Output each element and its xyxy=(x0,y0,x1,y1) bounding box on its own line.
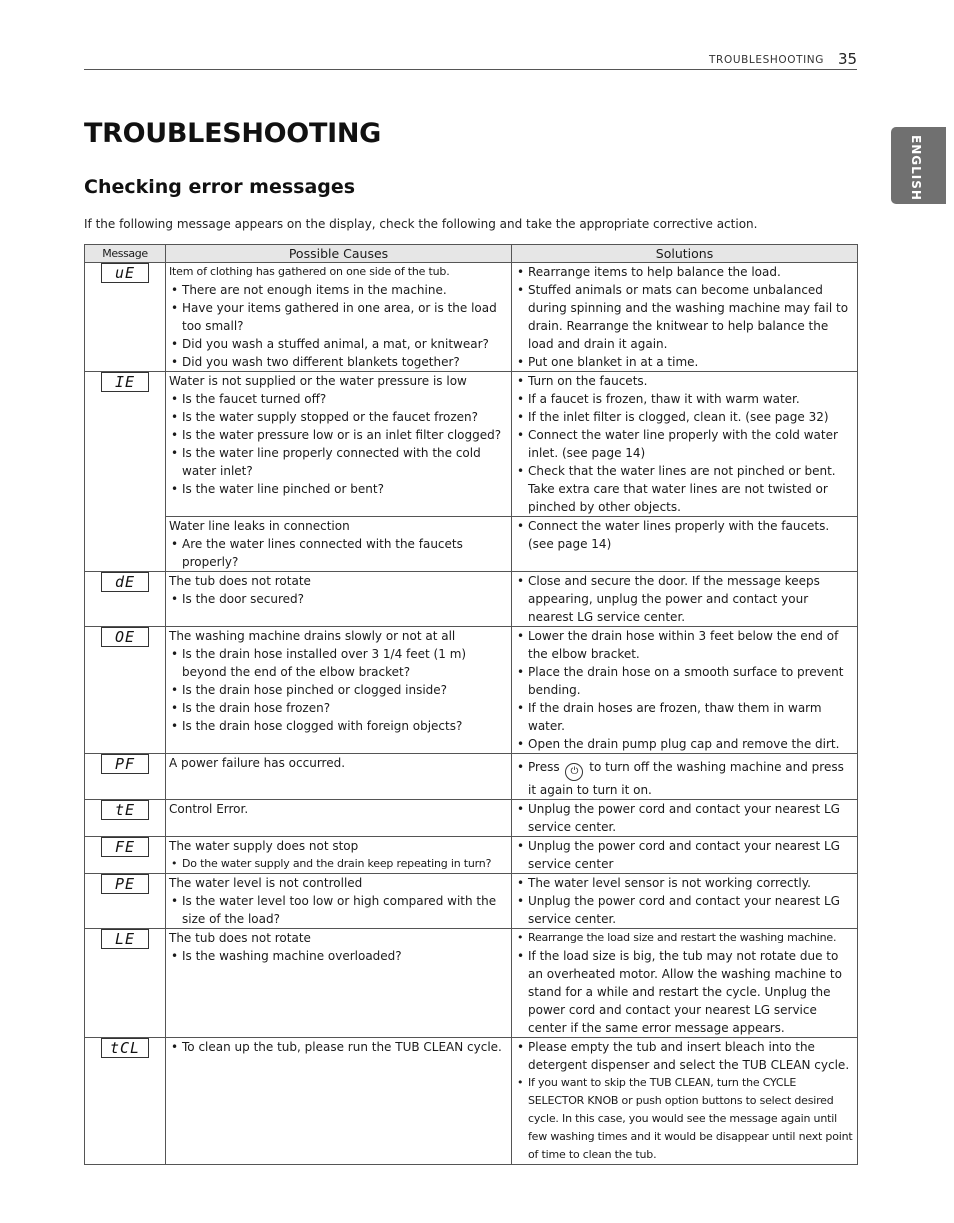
cause-item: • Do the water supply and the drain keep repeating in turn? xyxy=(169,855,508,873)
table-row xyxy=(85,837,858,874)
solution-cell xyxy=(512,929,858,1038)
solution-list xyxy=(515,372,854,516)
language-tab-label: ENGLISH xyxy=(909,135,923,201)
solution-list xyxy=(515,263,854,371)
solution-item: • Unplug the power cord and contact your nearest LG service center. xyxy=(515,800,854,836)
solution-item: • If a faucet is frozen, thaw it with warm water. xyxy=(515,390,854,408)
solution-item: • Unplug the power cord and contact your nearest LG service center xyxy=(515,837,854,873)
solution-list xyxy=(515,572,854,626)
cause-item: • There are not enough items in the machine. xyxy=(169,281,508,299)
cause-list xyxy=(169,535,508,571)
cause-heading: Item of clothing has gathered on one side of the tub. xyxy=(169,265,450,278)
solution-cell xyxy=(512,517,858,572)
column-header-solutions: Solutions xyxy=(512,245,858,263)
cause-item: • Is the drain hose pinched or clogged inside? xyxy=(169,681,508,699)
cause-item: • Is the water supply stopped or the faucet frozen? xyxy=(169,408,508,426)
error-code-cell xyxy=(85,372,166,572)
cause-list xyxy=(169,855,508,873)
solution-item: • Please empty the tub and insert bleach into the detergent dispenser and select the TUB CLEAN cycle. xyxy=(515,1038,854,1074)
solution-cell xyxy=(512,800,858,837)
solution-item: • Connect the water line properly with the cold water inlet. (see page 14) xyxy=(515,426,854,462)
solution-list xyxy=(515,517,854,553)
lcd-code: LE xyxy=(101,929,149,949)
power-icon: ⏻ xyxy=(565,763,583,781)
cause-list xyxy=(169,1038,508,1056)
error-code-cell xyxy=(85,627,166,754)
solution-cell xyxy=(512,754,858,800)
table-row xyxy=(85,627,858,754)
error-code-cell xyxy=(85,572,166,627)
cause-item: • Is the water line properly connected with the cold water inlet? xyxy=(169,444,508,480)
solution-item: • Connect the water lines properly with the faucets. (see page 14) xyxy=(515,517,854,553)
cause-heading: The tub does not rotate xyxy=(169,931,311,945)
intro-text: If the following message appears on the display, check the following and take the appropriate corrective action. xyxy=(84,217,758,231)
lcd-code: uE xyxy=(101,263,149,283)
solution-item: • Unplug the power cord and contact your nearest LG service center. xyxy=(515,892,854,928)
cause-cell xyxy=(166,874,512,929)
cause-item: • Is the water level too low or high compared with the size of the load? xyxy=(169,892,508,928)
error-code-cell xyxy=(85,754,166,800)
error-code-cell xyxy=(85,929,166,1038)
cause-list xyxy=(169,947,508,965)
cause-list xyxy=(169,645,508,735)
table-row xyxy=(85,263,858,372)
cause-item: • Is the drain hose frozen? xyxy=(169,699,508,717)
page-title: TROUBLESHOOTING xyxy=(84,118,381,149)
solution-list xyxy=(515,627,854,753)
error-code-cell xyxy=(85,837,166,874)
solution-item: • If the load size is big, the tub may not rotate due to an overheated motor. Allow the washing machine to stand for a while and restart the cycle. Unplug the power cord and contact your nearest LG service center if the same error message appears. xyxy=(515,947,854,1037)
solution-list xyxy=(515,800,854,836)
solution-item: • The water level sensor is not working correctly. xyxy=(515,874,854,892)
table-row xyxy=(85,929,858,1038)
cause-item: • Is the drain hose clogged with foreign objects? xyxy=(169,717,508,735)
error-code-cell xyxy=(85,263,166,372)
table-row xyxy=(85,1038,858,1165)
cause-heading: Control Error. xyxy=(169,802,249,816)
lcd-code: dE xyxy=(101,572,149,592)
cause-list xyxy=(169,390,508,498)
cause-cell xyxy=(166,837,512,874)
solution-cell xyxy=(512,627,858,754)
table-row xyxy=(85,572,858,627)
solution-item: • If you want to skip the TUB CLEAN, turn the CYCLE SELECTOR KNOB or push option buttons to select desired cycle. In this case, you would see the message again until few washing times and it would be disappear until next point of time to clean the tub. xyxy=(515,1074,854,1164)
cause-item: • Is the drain hose installed over 3 1/4 feet (1 m) beyond the end of the elbow bracket? xyxy=(169,645,508,681)
language-tab xyxy=(891,127,946,204)
cause-list xyxy=(169,281,508,371)
solution-cell xyxy=(512,572,858,627)
solution-item: • If the inlet filter is clogged, clean it. (see page 32) xyxy=(515,408,854,426)
page-number: 35 xyxy=(838,50,858,68)
solution-item: • Rearrange items to help balance the load. xyxy=(515,263,854,281)
cause-cell xyxy=(166,1038,512,1165)
error-table xyxy=(84,244,858,1165)
solution-item: • Lower the drain hose within 3 feet below the end of the elbow bracket. xyxy=(515,627,854,663)
cause-item: • Are the water lines connected with the faucets properly? xyxy=(169,535,508,571)
error-code-cell xyxy=(85,874,166,929)
cause-cell xyxy=(166,929,512,1038)
solution-item: • If the drain hoses are frozen, thaw them in warm water. xyxy=(515,699,854,735)
cause-list xyxy=(169,590,508,608)
table-row xyxy=(85,874,858,929)
header-divider xyxy=(84,69,857,70)
solution-cell xyxy=(512,874,858,929)
cause-item: • Have your items gathered in one area, or is the load too small? xyxy=(169,299,508,335)
solution-list xyxy=(515,758,854,799)
table-row xyxy=(85,800,858,837)
cause-heading: The washing machine drains slowly or not at all xyxy=(169,629,456,643)
cause-cell xyxy=(166,800,512,837)
table-row xyxy=(85,754,858,800)
solution-item: • Rearrange the load size and restart the washing machine. xyxy=(515,929,854,947)
section-title: Checking error messages xyxy=(84,176,356,198)
cause-list xyxy=(169,892,508,928)
solution-list xyxy=(515,874,854,928)
lcd-code: PF xyxy=(101,754,149,774)
cause-cell xyxy=(166,517,512,572)
solution-list xyxy=(515,1038,854,1164)
lcd-code: IE xyxy=(101,372,149,392)
cause-item: • To clean up the tub, please run the TUB CLEAN cycle. xyxy=(169,1038,508,1056)
solution-item: • Check that the water lines are not pinched or bent. Take extra care that water lines are not twisted or pinched by other objects. xyxy=(515,462,854,516)
cause-heading: The tub does not rotate xyxy=(169,574,311,588)
cause-cell xyxy=(166,754,512,800)
table-row xyxy=(85,372,858,517)
solution-item: • Open the drain pump plug cap and remove the dirt. xyxy=(515,735,854,753)
column-header-message: Message xyxy=(85,245,166,263)
solution-item: • Stuffed animals or mats can become unbalanced during spinning and the washing machine may fail to drain. Rearrange the knitwear to help balance the load and drain it again. xyxy=(515,281,854,353)
column-header-causes: Possible Causes xyxy=(166,245,512,263)
solution-item: • Put one blanket in at a time. xyxy=(515,353,854,371)
cause-cell xyxy=(166,627,512,754)
cause-cell xyxy=(166,263,512,372)
solution-item: • Place the drain hose on a smooth surface to prevent bending. xyxy=(515,663,854,699)
cause-item: • Is the washing machine overloaded? xyxy=(169,947,508,965)
cause-item: • Did you wash two different blankets together? xyxy=(169,353,508,371)
cause-heading: Water line leaks in connection xyxy=(169,519,350,533)
solution-list xyxy=(515,929,854,1037)
lcd-code: OE xyxy=(101,627,149,647)
cause-item: • Is the door secured? xyxy=(169,590,508,608)
lcd-code: FE xyxy=(101,837,149,857)
error-code-cell xyxy=(85,1038,166,1165)
error-code-cell xyxy=(85,800,166,837)
solution-cell xyxy=(512,837,858,874)
solution-item: • Close and secure the door. If the message keeps appearing, unplug the power and contact your nearest LG service center. xyxy=(515,572,854,626)
solution-cell xyxy=(512,1038,858,1165)
cause-heading: Water is not supplied or the water pressure is low xyxy=(169,374,467,388)
solution-text-post: to turn off the washing machine and press it again to turn it on. xyxy=(528,760,844,797)
cause-item: • Is the water line pinched or bent? xyxy=(169,480,508,498)
table-row xyxy=(85,517,858,572)
header-section-label: TROUBLESHOOTING xyxy=(709,54,824,66)
solution-text-pre: Press xyxy=(528,760,560,774)
solution-cell xyxy=(512,263,858,372)
cause-item: • Is the water pressure low or is an inlet filter clogged? xyxy=(169,426,508,444)
solution-list xyxy=(515,837,854,873)
cause-item: • Is the faucet turned off? xyxy=(169,390,508,408)
cause-cell xyxy=(166,372,512,517)
lcd-code: tE xyxy=(101,800,149,820)
lcd-code: PE xyxy=(101,874,149,894)
solution-item xyxy=(515,758,854,799)
cause-heading: The water level is not controlled xyxy=(169,876,363,890)
cause-heading: The water supply does not stop xyxy=(169,839,359,853)
cause-cell xyxy=(166,572,512,627)
cause-item: • Did you wash a stuffed animal, a mat, or knitwear? xyxy=(169,335,508,353)
solution-cell xyxy=(512,372,858,517)
cause-heading: A power failure has occurred. xyxy=(169,756,346,770)
solution-item: • Turn on the faucets. xyxy=(515,372,854,390)
lcd-code: tCL xyxy=(101,1038,149,1058)
table-header-row xyxy=(85,245,858,263)
